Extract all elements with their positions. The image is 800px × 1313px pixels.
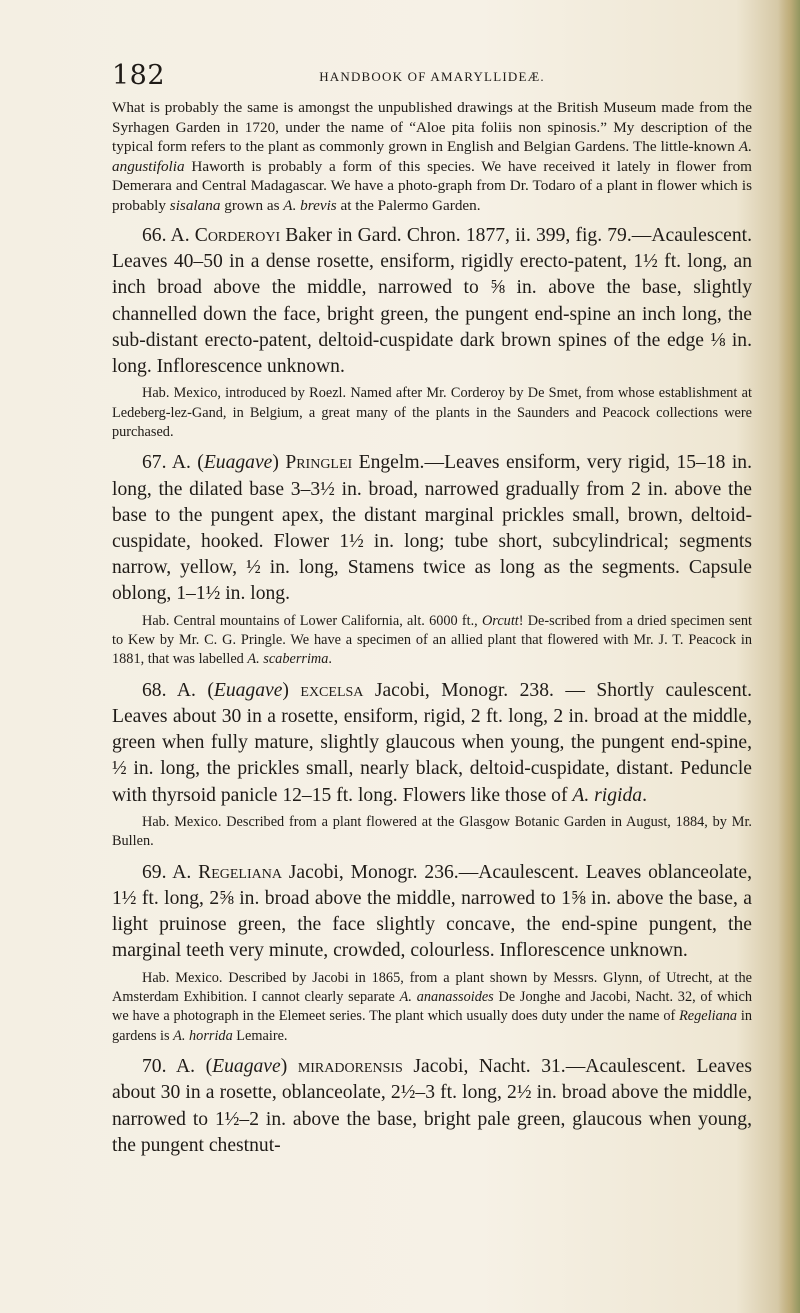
species-name: excelsa <box>300 679 364 701</box>
species-name: A. rigida <box>572 784 643 806</box>
habitat-text: ! De-scribed from a dried specimen sent to Kew by Mr. C. G. Pringle. We have a specimen of an allied plant that flowered with Mr. J. T. Peacock in 1881, that was labelled <box>112 612 752 668</box>
species-name: A. brevis <box>283 196 337 214</box>
entry-description-text: —Acaulescent. Leaves about 30 in a rosette, oblanceolate, 2½–3 ft. long, 2½ in. broad above the middle, narrowed to 1½–2 in. above the base, bright pale green, glaucous when young, the pungent chestnut- <box>112 1056 752 1156</box>
page-header <box>112 60 752 90</box>
species-name: A. horrida <box>173 1027 233 1044</box>
entry-description <box>112 1054 752 1159</box>
species-name: A. ananassoides <box>399 988 494 1005</box>
entry-description-text: . <box>642 784 647 806</box>
species-name: sisalana <box>169 196 221 214</box>
entry-punctuation: ) <box>272 452 286 474</box>
species-name: miradorensis <box>297 1056 403 1078</box>
species-name: A. scaberrima <box>247 651 329 668</box>
entry-authority: Engelm. <box>352 452 425 474</box>
species-entry-66 <box>112 223 752 442</box>
entry-number: 70. A. ( <box>142 1056 213 1078</box>
habitat-text: in gardens is <box>112 1008 753 1044</box>
entry-description <box>112 450 752 607</box>
intro-text: What is probably the same is amongst the unpublished drawings at the British Museum made from the Syrhagen Garden in 1720, under the name of “Aloe pita foliis non spinosis.” My description of the typical form refers to the plant as commonly grown in English and Belgian Gardens. The little-known <box>112 99 752 155</box>
entry-description-text: —Acaulescent. Leaves 40–50 in a dense rosette, ensiform, rigidly erecto-patent, 1½ ft. long, an inch broad above the middle, narrowed to ⅝ in. above the base, slightly channelled down the face, bright green, the pungent end-spine an inch long, the sub-distant erecto-patent, deltoid-cuspidate dark brown spines of the edge ⅛ in. long. Inflorescence unknown. <box>112 225 752 378</box>
entry-number: 69. A. <box>142 861 199 883</box>
entry-description-text: —Acaulescent. Leaves oblanceolate, 1½ ft. long, 2⅝ in. broad above the middle, narrowed to 1⅝ in. above the base, a light pruinose green, the face slightly concave, the end-spine pungent, the marginal teeth very minute, crowded, colourless. Inflorescence unknown. <box>112 861 752 962</box>
habitat-text: Lemaire. <box>232 1027 288 1044</box>
entry-number: 67. A. ( <box>142 452 204 474</box>
subgenus-name: Euagave <box>203 452 273 474</box>
entry-authority: Baker in Gard. Chron. 1877, ii. 399, fig. 79. <box>280 225 632 246</box>
species-name: Regeliana <box>679 1008 738 1025</box>
entry-punctuation: ) <box>280 1056 298 1078</box>
subgenus-name: Euagave <box>212 1056 281 1078</box>
entry-description <box>112 223 752 380</box>
species-name: Pringlei <box>285 452 353 474</box>
entry-habitat: Hab. Mexico, introduced by Roezl. Named after Mr. Corderoy by De Smet, from whose establishment at Ledeberg-lez-Gand, in Belgium, a great many of the plants in the Saunders and Peacock collections were purchased. <box>112 385 752 441</box>
species-entry-70 <box>112 1054 752 1159</box>
page-number: 182 <box>112 60 166 91</box>
entry-punctuation: ) <box>282 679 301 701</box>
species-name: Corderoyi <box>194 225 281 246</box>
habitat-text: Hab. Mexico. Described by Jacobi in 1865, from a plant shown by Messrs. Glynn, of Utrecht, at the Amsterdam Exhibition. I cannot clearly separate <box>112 969 752 1005</box>
subgenus-name: Euagave <box>213 679 283 701</box>
entry-habitat: Hab. Mexico. Described from a plant flowered at the Glasgow Botanic Garden in August, 1884, by Mr. Bullen. <box>112 813 752 850</box>
entry-number: 68. A. ( <box>142 679 214 701</box>
entry-description <box>112 860 752 965</box>
species-entry-68 <box>112 678 752 852</box>
habitat-text: . <box>328 651 332 668</box>
entry-authority: Jacobi, Monogr. 236. <box>281 861 459 883</box>
entry-number: 66. A. <box>142 225 195 246</box>
species-entry-67 <box>112 450 752 669</box>
species-name: Regeliana <box>198 861 282 883</box>
species-entry-69 <box>112 860 752 1046</box>
intro-text: grown as <box>220 196 284 214</box>
habitat-text: De Jonghe and Jacobi, Nacht. 32, of which we have a photograph in the Elemeet series. The plant which usually does duty under the name of <box>112 988 752 1025</box>
entry-authority: Jacobi, Monogr. 238. <box>363 679 554 701</box>
entry-description-text: —Leaves ensiform, very rigid, 15–18 in. long, the dilated base 3–3½ in. broad, narrowed gradually from 2 in. above the base to the pungent apex, the distant marginal prickles small, brown, deltoid-cuspidate, hooked. Flower 1½ in. long; tube short, subcylindrical; segments narrow, yellow, ½ in. long, Stamens twice as long as the segments. Capsule oblong, 1–1½ in. long. <box>112 452 752 605</box>
page-edge-stain <box>778 0 800 1313</box>
species-name: A. angustifolia <box>112 138 752 175</box>
entry-description-text: — Shortly caulescent. Leaves about 30 in a rosette, ensiform, rigid, 2 ft. long, 2 in. broad at the middle, green when fully mature, slightly glaucous when young, the pungent end-spine, ½ in. long, the prickles small, nearly black, deltoid-cuspidate, distant. Peduncle with thyrsoid panicle 12–15 ft. long. Flowers like those of <box>112 679 752 806</box>
collector-name: Orcutt <box>481 612 519 629</box>
intro-text: Haworth is probably a form of this species. We have received it lately in flower from Demerara and Central Madagascar. We have a photo-graph from Dr. Todaro of a plant in flower which is probably <box>112 157 752 214</box>
habitat-text: Hab. Central mountains of Lower California, alt. 6000 ft., <box>142 612 482 629</box>
entry-description <box>112 678 752 809</box>
entry-authority: Jacobi, Nacht. 31. <box>402 1056 566 1078</box>
entry-habitat <box>112 969 752 1047</box>
page-content <box>112 98 752 1167</box>
intro-text: at the Palermo Garden. <box>336 196 481 214</box>
running-head: HANDBOOK OF AMARYLLIDEÆ. <box>319 69 545 84</box>
entry-habitat <box>112 612 752 670</box>
intro-paragraph <box>112 98 752 215</box>
